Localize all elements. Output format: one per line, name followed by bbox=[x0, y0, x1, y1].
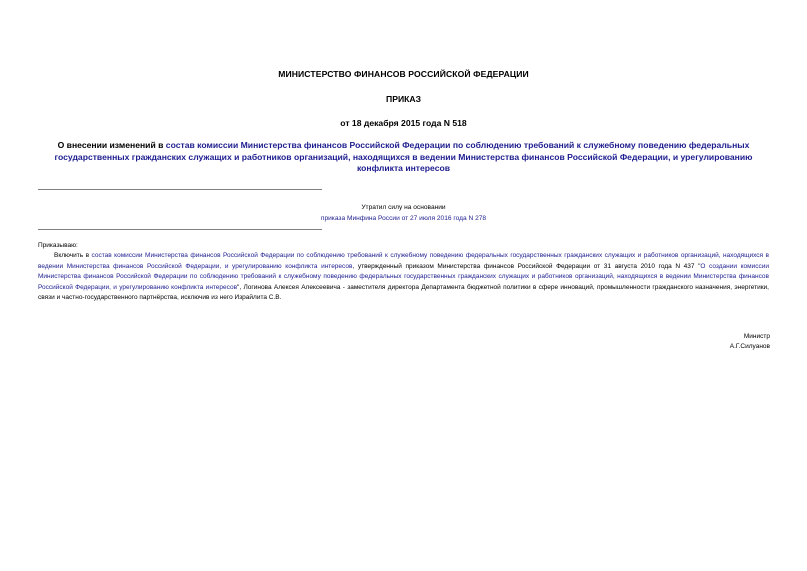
paragraph-start: Включить в bbox=[54, 252, 92, 260]
title-prefix: О внесении изменений в bbox=[57, 140, 166, 150]
title-commission-link[interactable]: состав комиссии Министерства финансов Российской Федерации по соблюдению требований к служебному поведению федеральных государственных гражданских служащих и работников организаций, находящихся в ведении Министерства финансов Российской Федерации, и урегулированию конфликта интересов bbox=[54, 140, 753, 173]
signatory-position: Министр bbox=[743, 333, 770, 340]
document-title bbox=[36, 140, 771, 175]
order-date-number: от 18 декабря 2015 года N 518 bbox=[340, 118, 467, 128]
ministry-heading: МИНИСТЕРСТВО ФИНАНСОВ РОССИЙСКОЙ ФЕДЕРАЦИИ bbox=[278, 69, 529, 79]
basis-order-link[interactable]: приказа Минфина России от 27 июля 2016 года N 278 bbox=[320, 215, 487, 222]
lost-force-text: Утратил силу на основании bbox=[361, 204, 446, 211]
order-heading: ПРИКАЗ bbox=[386, 94, 421, 104]
signatory-name: А.Г.Силуанов bbox=[729, 343, 770, 350]
divider-bottom bbox=[38, 229, 322, 230]
status-note bbox=[0, 202, 807, 224]
divider-top bbox=[38, 189, 322, 190]
paragraph-middle: , утвержденный приказом Министерства финансов Российской Федерации от 31 августа 2010 года N 437 " bbox=[352, 262, 701, 270]
document-body bbox=[38, 241, 769, 303]
order-437-link[interactable]: О создании комиссии Министерства финансов Российской Федерации по соблюдению требований к служебному поведению федеральных государственных гражданских служащих и работников организаций, находящихся в ведении Министерства финансов Российской Федерации, и урегулированию конфликта интересов bbox=[38, 262, 769, 291]
paragraph-end: ", Логинова Алексея Алексеевича - заместителя директора Департамента бюджетной политики в сфере инноваций, промышленности гражданского назначения, энергетики, связи и частно-государственного партнёрства, исключив из него Израйлита С.В. bbox=[38, 283, 769, 302]
signature-block bbox=[640, 332, 770, 352]
intro-text: Приказываю: bbox=[38, 242, 78, 249]
commission-composition-link[interactable]: состав комиссии Министерства финансов Российской Федерации по соблюдению требований к служебному поведению федеральных государственных гражданских служащих и работников организаций, находящихся в ведении Министерства финансов Российской Федерации, и урегулированию конфликта интересов bbox=[38, 252, 769, 270]
body-paragraph bbox=[38, 251, 769, 303]
